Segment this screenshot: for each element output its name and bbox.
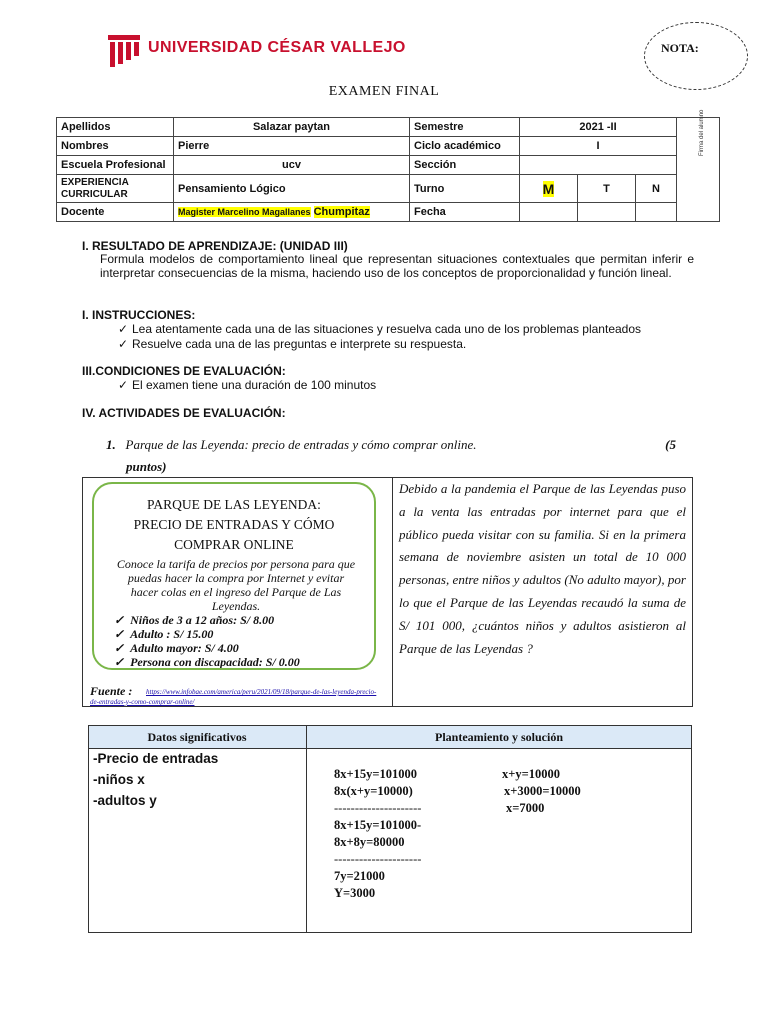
apellidos-value: Salazar paytan bbox=[174, 118, 410, 137]
ad-title-line3: COMPRAR ONLINE bbox=[174, 537, 294, 552]
equation-line: 8x+15y=101000- bbox=[334, 818, 422, 832]
price-text: Persona con discapacidad: S/ 0.00 bbox=[130, 655, 300, 669]
equation-line: Y=3000 bbox=[334, 886, 376, 900]
price-text: Adulto : S/ 15.00 bbox=[130, 627, 214, 641]
separator-line: --------------------- bbox=[334, 801, 422, 815]
equation-line: 8x+15y=101000 bbox=[334, 767, 417, 781]
ad-title bbox=[94, 495, 374, 555]
separator-line: --------------------- bbox=[334, 852, 422, 866]
condition-item bbox=[118, 378, 376, 392]
ad-intro: Conoce la tarifa de precios por persona para que puedas hacer la compra por Internet y evitar hacer colas en el ingreso del Parque de Las Leyendas. bbox=[116, 557, 356, 613]
instruction-item bbox=[118, 322, 641, 336]
check-icon: ✓ bbox=[118, 322, 129, 336]
grade-oval bbox=[644, 22, 748, 90]
equation-line: 8x+8y=80000 bbox=[334, 835, 405, 849]
question-1-points: (5 bbox=[665, 437, 676, 452]
fecha-cell-3 bbox=[636, 203, 677, 222]
equation-line: 8x(x+y=10000) bbox=[334, 784, 413, 798]
university-shield-logo-icon bbox=[108, 33, 140, 67]
ad-price-item bbox=[114, 613, 374, 627]
price-text: Niños de 3 a 12 años: S/ 8.00 bbox=[130, 613, 275, 627]
section-1-title: I. RESULTADO DE APRENDIZAJE: (UNIDAD III) bbox=[82, 239, 348, 253]
experiencia-label bbox=[57, 175, 174, 203]
ad-price-item bbox=[114, 655, 374, 669]
section-3-title: III.CONDICIONES DE EVALUACIÓN: bbox=[82, 364, 286, 378]
question-1-number: 1. bbox=[106, 437, 116, 452]
check-icon: ✓ bbox=[114, 613, 125, 627]
dato-item: -Precio de entradas bbox=[93, 751, 219, 766]
exam-title: EXAMEN FINAL bbox=[328, 84, 440, 99]
check-icon: ✓ bbox=[114, 627, 125, 641]
semestre-value: 2021 -II bbox=[520, 118, 677, 137]
equation-line: 7y=21000 bbox=[334, 869, 385, 883]
fecha-cell-2 bbox=[578, 203, 636, 222]
turno-t: T bbox=[578, 175, 636, 203]
source-label: Fuente : bbox=[90, 684, 133, 698]
check-icon: ✓ bbox=[114, 641, 125, 655]
apellidos-label: Apellidos bbox=[57, 118, 174, 137]
ad-title-line2: PRECIO DE ENTRADAS Y CÓMO bbox=[133, 517, 335, 532]
fecha-label: Fecha bbox=[410, 203, 520, 222]
fecha-cell-1 bbox=[520, 203, 578, 222]
dato-item: -adultos y bbox=[93, 793, 157, 808]
seccion-label: Sección bbox=[410, 156, 520, 175]
turno-label: Turno bbox=[410, 175, 520, 203]
ad-title-line1: PARQUE DE LAS LEYENDA: bbox=[147, 497, 321, 512]
section-2-title: I. INSTRUCCIONES: bbox=[82, 308, 196, 322]
experiencia-value: Pensamiento Lógico bbox=[174, 175, 410, 203]
instruction-item bbox=[118, 337, 466, 351]
seccion-value bbox=[520, 156, 677, 175]
student-info-table bbox=[56, 109, 720, 222]
experiencia-label-line1: EXPERIENCIA bbox=[61, 176, 129, 188]
problem-statement: Debido a la pandemia el Parque de las Leyendas puso a la venta las entradas por internet para que el público pueda visitar con su familia. Si en la primera semana de noviembre asisten un total de 10 000 personas, entre niños y adultos (No adulto mayor), por lo que el Parque de las Leyendas recaudó la suma de S/ 101 000, ¿cuántos niños y adultos asistieron al Parque de las Leyendas ? bbox=[399, 481, 686, 656]
problem-box-divider bbox=[392, 477, 393, 707]
semestre-label: Semestre bbox=[410, 118, 520, 137]
source-link[interactable]: https://www.infobae.com/america/peru/2021/09/18/parque-de-las-leyenda-precio-de-entradas-y-como-comprar-online/ bbox=[90, 688, 377, 706]
turno-n: N bbox=[636, 175, 677, 203]
solution-table-divider bbox=[306, 725, 307, 933]
signature-cell bbox=[677, 109, 720, 222]
question-1 bbox=[106, 434, 696, 478]
condition-text: El examen tiene una duración de 100 minutos bbox=[132, 378, 377, 392]
solution-left-steps bbox=[334, 766, 421, 902]
check-icon: ✓ bbox=[118, 337, 129, 351]
instruction-text: Resuelve cada una de las preguntas e interprete su respuesta. bbox=[132, 337, 467, 351]
check-icon: ✓ bbox=[114, 655, 125, 669]
ad-price-item bbox=[114, 627, 374, 641]
price-text: Adulto mayor: S/ 4.00 bbox=[130, 641, 239, 655]
equation-line: x+y=10000 bbox=[502, 767, 560, 781]
question-1-text: Parque de las Leyenda: precio de entradas y cómo comprar online. bbox=[125, 437, 477, 452]
instruction-text: Lea atentamente cada una de las situaciones y resuelva cada uno de los problemas planteados bbox=[132, 322, 642, 336]
docente-name: Magister Marcelino Magallanes bbox=[178, 207, 311, 217]
section-1-text: Formula modelos de comportamiento lineal que representan situaciones contextuales que permitan inferir e interpretar consecuencias de la misma, haciendo uso de los conceptos de proporcionalidad y función lineal. bbox=[100, 252, 694, 280]
turno-m: M bbox=[542, 180, 555, 197]
escuela-label: Escuela Profesional bbox=[57, 156, 174, 175]
university-name: UNIVERSIDAD CÉSAR VALLEJO bbox=[148, 39, 406, 56]
park-ad-card bbox=[92, 482, 376, 670]
equation-line: x+3000=10000 bbox=[504, 784, 581, 798]
check-icon: ✓ bbox=[118, 378, 129, 392]
escuela-value: ucv bbox=[174, 156, 410, 175]
equation-line: x=7000 bbox=[506, 801, 545, 815]
grade-label: NOTA: bbox=[661, 41, 699, 55]
experiencia-label-line2: CURRICULAR bbox=[61, 188, 128, 200]
ad-price-item bbox=[114, 641, 374, 655]
ciclo-label: Ciclo académico bbox=[410, 137, 520, 156]
dato-item: -niños x bbox=[93, 772, 145, 787]
ciclo-value: I bbox=[520, 137, 677, 156]
solution-right-steps bbox=[502, 766, 581, 817]
docente-value bbox=[174, 203, 410, 222]
signature-label: Firma del alumno bbox=[699, 109, 705, 156]
col-header-planteamiento: Planteamiento y solución bbox=[435, 730, 563, 744]
turno-m-cell bbox=[520, 175, 578, 203]
nombres-value: Pierre bbox=[174, 137, 410, 156]
docente-label: Docente bbox=[57, 203, 174, 222]
docente-surname: Chumpitaz bbox=[313, 206, 370, 218]
question-1-points-cont: puntos) bbox=[126, 459, 167, 474]
section-4-title: IV. ACTIVIDADES DE EVALUACIÓN: bbox=[82, 406, 286, 420]
col-header-datos: Datos significativos bbox=[147, 730, 247, 744]
nombres-label: Nombres bbox=[57, 137, 174, 156]
